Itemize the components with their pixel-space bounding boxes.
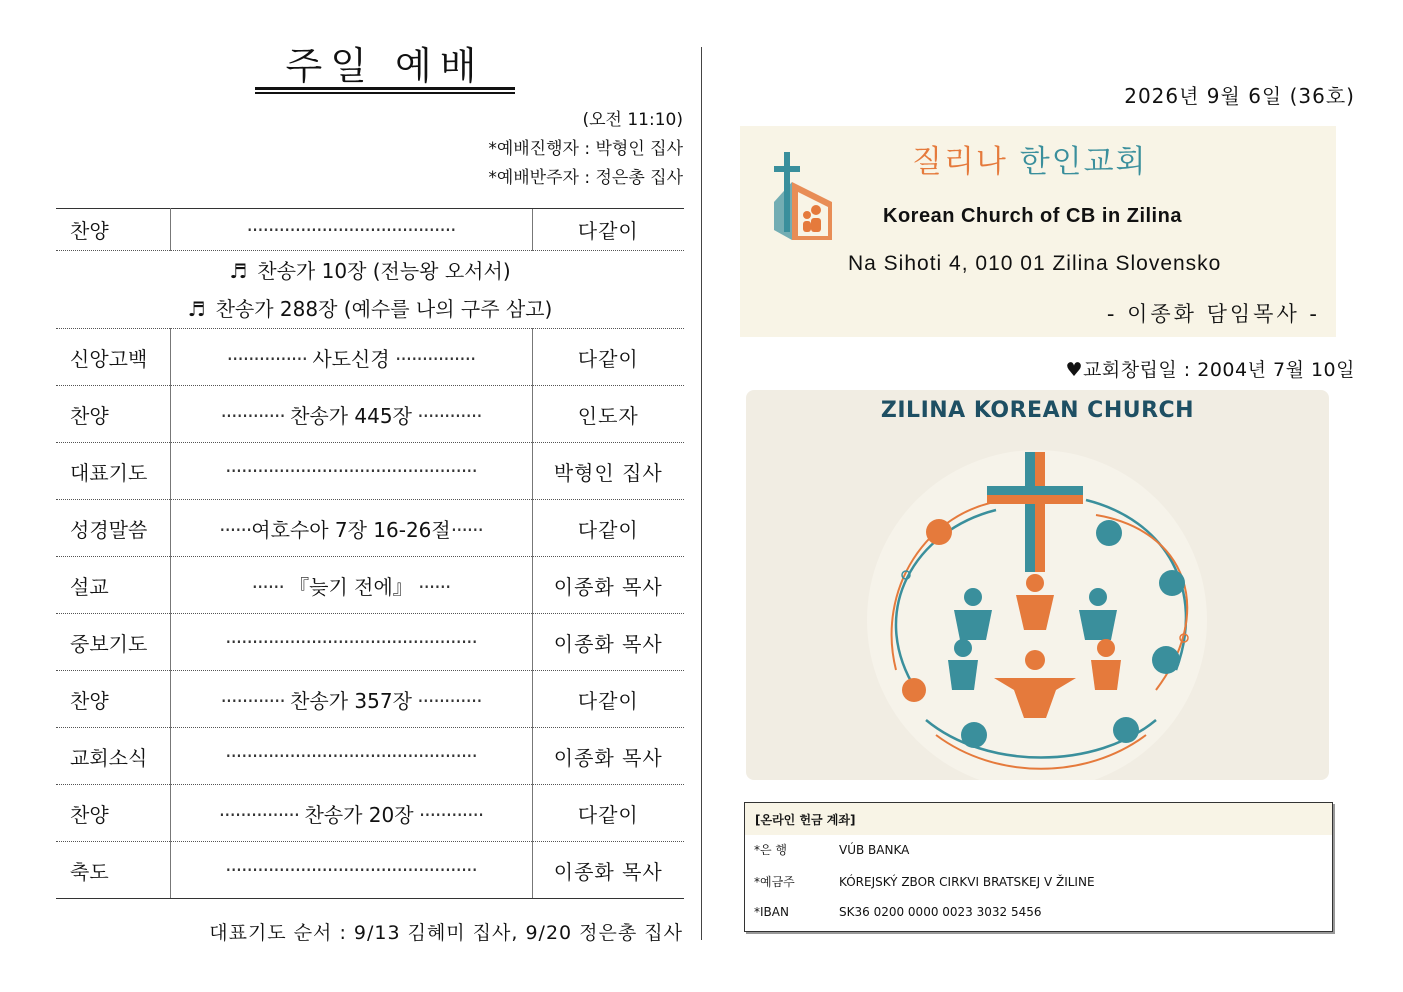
- poster-title: ZILINA KOREAN CHURCH: [880, 398, 1195, 423]
- prayer-rota: 대표기도 순서 : 9/13 김혜미 집사, 9/20 정은총 집사: [209, 922, 683, 944]
- order-by: 박형인 집사: [532, 443, 684, 500]
- music-note-icon: ♬: [229, 258, 248, 283]
- table-row: [56, 386, 684, 443]
- order-by: 이종화 목사: [532, 557, 684, 614]
- order-content: ···············································: [170, 443, 532, 500]
- order-content: ···············································: [170, 842, 532, 899]
- account-bank-row: [754, 841, 909, 858]
- bulletin-date: 2026년 9월 6일 (36호): [1124, 84, 1355, 108]
- table-row: [56, 500, 684, 557]
- column-divider: [701, 47, 702, 940]
- order-item: 축도: [56, 842, 170, 899]
- order-content: ·······································: [170, 209, 532, 251]
- order-item: 설교: [56, 557, 170, 614]
- order-by: 다같이: [532, 785, 684, 842]
- table-row: [56, 728, 684, 785]
- order-by: 다같이: [532, 329, 684, 386]
- order-content: ··············· 사도신경 ···············: [170, 329, 532, 386]
- order-item: 찬양: [56, 785, 170, 842]
- order-item: 성경말씀: [56, 500, 170, 557]
- table-row: [56, 209, 684, 251]
- account-iban-row: [754, 905, 1042, 919]
- founding-date: ♥교회창립일 : 2004년 7월 10일: [1065, 359, 1355, 381]
- table-row: [56, 614, 684, 671]
- church-name: 질리나 한인교회: [912, 144, 1148, 180]
- church-address: Na Sihoti 4, 010 01 Zilina Slovensko: [848, 252, 1222, 275]
- order-content: ······ 『늦기 전에』 ······: [170, 557, 532, 614]
- order-item: 찬양: [56, 671, 170, 728]
- service-leader: *예배진행자 : 박형인 집사: [488, 139, 683, 159]
- order-content: ···············································: [170, 614, 532, 671]
- order-content: ······여호수아 7장 16-26절······: [170, 500, 532, 557]
- account-label: *은 행: [754, 843, 787, 857]
- account-label: *예금주: [754, 875, 795, 889]
- account-holder-row: [754, 873, 1095, 890]
- table-row: [56, 842, 684, 899]
- table-row: [56, 557, 684, 614]
- worship-order-table: [56, 208, 684, 899]
- order-by: 인도자: [532, 386, 684, 443]
- order-by: 다같이: [532, 671, 684, 728]
- order-content: ············ 찬송가 445장 ············: [170, 386, 532, 443]
- order-item: 찬양: [56, 386, 170, 443]
- account-value: VÚB BANKA: [839, 843, 910, 857]
- order-item: 찬양: [56, 209, 170, 251]
- hymn-list: [56, 251, 684, 329]
- service-accompanist: *예배반주자 : 정은총 집사: [488, 168, 683, 188]
- hymn-line: ♬ 찬송가 10장 (전능왕 오서서): [229, 258, 511, 283]
- hymn-row: [56, 251, 684, 329]
- order-by: 이종화 목사: [532, 728, 684, 785]
- order-item: 중보기도: [56, 614, 170, 671]
- church-banner: [740, 126, 1336, 337]
- order-item: 대표기도: [56, 443, 170, 500]
- church-poster: [746, 390, 1329, 780]
- account-value: KÓREJSKÝ ZBOR CIRKVI BRATSKEJ V ŽILINE: [839, 875, 1095, 889]
- table-row: [56, 329, 684, 386]
- order-item: 신앙고백: [56, 329, 170, 386]
- table-row: [56, 671, 684, 728]
- table-row: [56, 785, 684, 842]
- order-by: 이종화 목사: [532, 614, 684, 671]
- church-name-english: Korean Church of CB in Zilina: [883, 205, 1182, 227]
- title-underline: [255, 87, 515, 94]
- poster-illustration: [746, 390, 1329, 780]
- church-logo-icon: [770, 152, 840, 242]
- account-heading: [온라인 헌금 계좌]: [745, 803, 1332, 835]
- hymn-line: ♬ 찬송가 288장 (예수를 나의 구주 삼고): [187, 296, 553, 321]
- account-label: *IBAN: [754, 905, 789, 919]
- order-content: ··············· 찬송가 20장 ············: [170, 785, 532, 842]
- order-content: ···············································: [170, 728, 532, 785]
- account-value: SK36 0200 0000 0023 3032 5456: [839, 905, 1042, 919]
- order-by: 다같이: [532, 500, 684, 557]
- table-row: [56, 443, 684, 500]
- order-by: 다같이: [532, 209, 684, 251]
- order-content: ············ 찬송가 357장 ············: [170, 671, 532, 728]
- order-by: 이종화 목사: [532, 842, 684, 899]
- music-note-icon: ♬: [187, 296, 206, 321]
- church-pastor: - 이종화 담임목사 -: [1106, 302, 1320, 326]
- service-time: (오전 11:10): [582, 110, 683, 130]
- page-title: 주일 예배: [285, 44, 485, 88]
- order-item: 교회소식: [56, 728, 170, 785]
